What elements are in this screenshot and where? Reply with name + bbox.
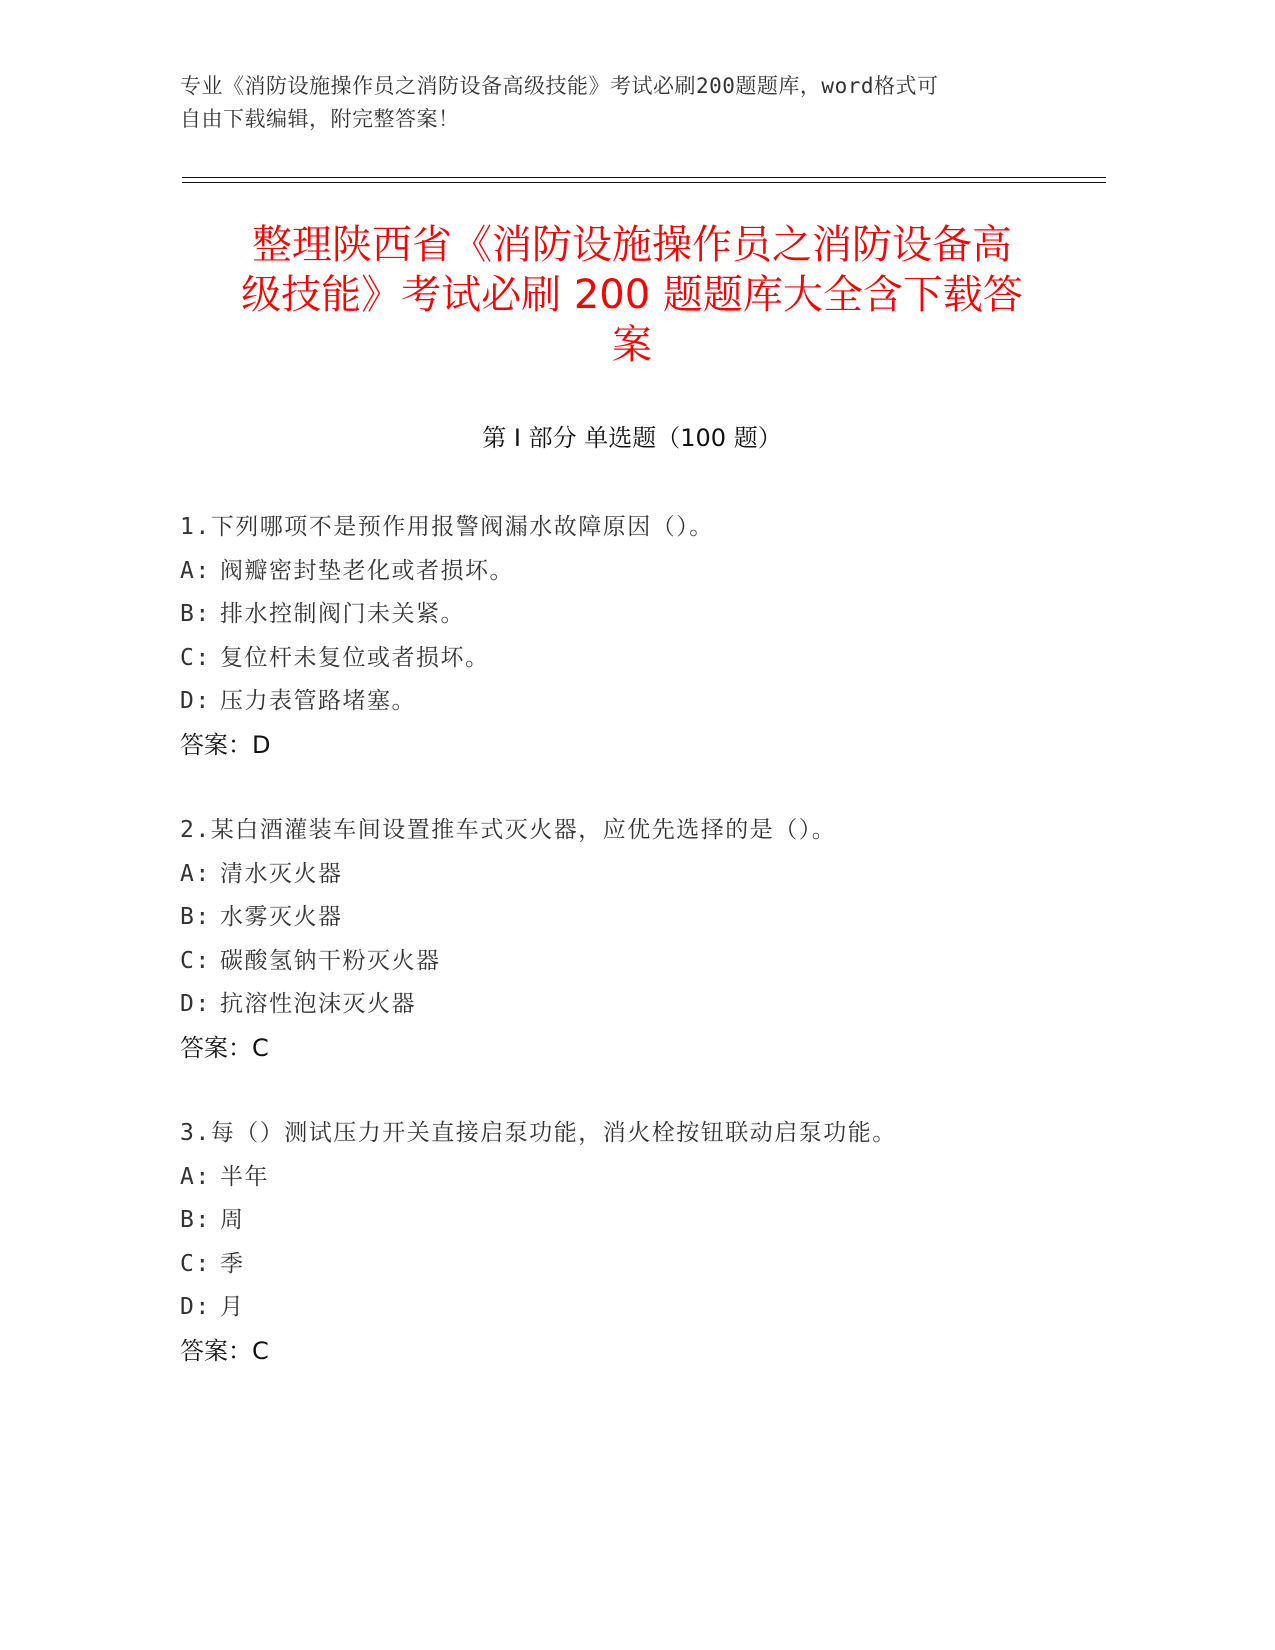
option-letter: D: [180, 1294, 211, 1320]
option-text: 清水灭火器 [220, 860, 343, 887]
answer: 答案：C [180, 1033, 269, 1062]
document-title-line-3: 案 [612, 322, 652, 368]
option-b [180, 593, 1100, 637]
question-list [180, 506, 1100, 1415]
document-title-line-1: 整理陕西省《消防设施操作员之消防设备高 [252, 222, 1012, 268]
option-text: 阀瓣密封垫老化或者损坏。 [220, 557, 514, 584]
option-text: 周 [220, 1207, 245, 1233]
option-letter: C: [180, 947, 211, 974]
option-text: 抗溶性泡沫灭火器 [220, 991, 416, 1017]
header-note [180, 70, 1040, 136]
option-a [180, 853, 1100, 897]
option-letter: B: [180, 1207, 211, 1233]
option-d [180, 680, 1100, 724]
header-rule-bottom [182, 182, 1106, 183]
option-c [180, 637, 1100, 681]
question-3 [180, 1112, 1100, 1373]
document-title-line-2: 级技能》考试必刷 200 题题库大全含下载答 [241, 272, 1023, 318]
question-stem: 3.每（）测试压力开关直接启泵功能，消火栓按钮联动启泵功能。 [180, 1120, 897, 1146]
option-text: 水雾灭火器 [220, 904, 343, 930]
option-letter: D: [180, 991, 211, 1017]
option-a [180, 1156, 1100, 1200]
answer: 答案：C [180, 1336, 269, 1365]
document-title [182, 220, 1082, 370]
option-letter: C: [180, 1250, 211, 1277]
header-rule-top [182, 177, 1106, 178]
question-stem: 1.下列哪项不是预作用报警阀漏水故障原因（）。 [180, 514, 714, 540]
option-letter: B: [180, 601, 211, 627]
answer: 答案：D [180, 730, 271, 759]
option-letter: A: [180, 1163, 211, 1190]
option-text: 压力表管路堵塞。 [220, 688, 416, 714]
option-text: 碳酸氢钠干粉灭火器 [220, 947, 441, 974]
header-note-line-1: 专业《消防设施操作员之消防设备高级技能》考试必刷200题题库，word格式可 [180, 74, 939, 98]
option-b [180, 896, 1100, 940]
section-title: 第 I 部分 单选题（100 题） [482, 424, 782, 452]
option-letter: B: [180, 904, 211, 930]
option-a [180, 550, 1100, 594]
question-2 [180, 809, 1100, 1070]
option-text: 月 [220, 1294, 245, 1320]
option-b [180, 1199, 1100, 1243]
option-letter: A: [180, 557, 211, 584]
option-text: 排水控制阀门未关紧。 [220, 601, 465, 627]
option-letter: C: [180, 644, 211, 671]
option-text: 半年 [220, 1163, 269, 1190]
option-c [180, 940, 1100, 984]
option-letter: A: [180, 860, 211, 887]
option-text: 季 [220, 1250, 245, 1277]
option-d [180, 983, 1100, 1027]
option-letter: D: [180, 688, 211, 714]
question-stem: 2.某白酒灌装车间设置推车式灭火器，应优先选择的是（）。 [180, 817, 837, 843]
header-note-line-2: 自由下载编辑，附完整答案！ [180, 107, 460, 131]
option-d [180, 1286, 1100, 1330]
option-text: 复位杆未复位或者损坏。 [220, 644, 490, 671]
question-1 [180, 506, 1100, 767]
option-c [180, 1243, 1100, 1287]
